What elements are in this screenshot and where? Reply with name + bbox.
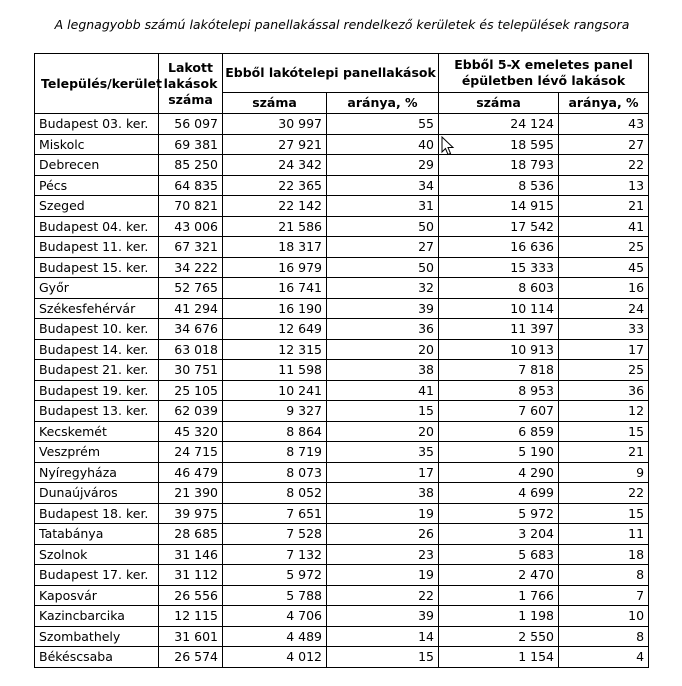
- cell-5x-share: 41: [559, 216, 649, 237]
- table-row: [35, 339, 649, 360]
- cell-panel-count: 5 972: [223, 565, 327, 586]
- table-row: [35, 360, 649, 381]
- cell-5x-share: 21: [559, 442, 649, 463]
- cell-panel-share: 22: [327, 585, 439, 606]
- cell-inhabited: 64 835: [159, 175, 223, 196]
- cell-panel-count: 21 586: [223, 216, 327, 237]
- cell-panel-share: 35: [327, 442, 439, 463]
- header-panel-count: száma: [223, 93, 327, 114]
- header-5x-count: száma: [439, 93, 559, 114]
- cell-inhabited: 30 751: [159, 360, 223, 381]
- cell-5x-count: 8 536: [439, 175, 559, 196]
- cell-5x-share: 25: [559, 237, 649, 258]
- cell-name: Szombathely: [35, 626, 159, 647]
- cell-inhabited: 28 685: [159, 524, 223, 545]
- cell-5x-share: 17: [559, 339, 649, 360]
- cell-panel-share: 19: [327, 565, 439, 586]
- cell-5x-count: 24 124: [439, 114, 559, 135]
- cell-panel-count: 22 365: [223, 175, 327, 196]
- cell-name: Kaposvár: [35, 585, 159, 606]
- table-row: [35, 442, 649, 463]
- cell-5x-count: 4 290: [439, 462, 559, 483]
- cell-5x-count: 3 204: [439, 524, 559, 545]
- table-row: [35, 175, 649, 196]
- table-row: [35, 134, 649, 155]
- cell-inhabited: 31 601: [159, 626, 223, 647]
- table-row: [35, 462, 649, 483]
- cell-inhabited: 56 097: [159, 114, 223, 135]
- cell-inhabited: 43 006: [159, 216, 223, 237]
- cell-name: Budapest 11. ker.: [35, 237, 159, 258]
- cell-panel-share: 31: [327, 196, 439, 217]
- table-row: [35, 278, 649, 299]
- header-inhabited: Lakott lakások száma: [159, 54, 223, 114]
- cell-5x-count: 7 607: [439, 401, 559, 422]
- cell-inhabited: 26 556: [159, 585, 223, 606]
- table-row: [35, 544, 649, 565]
- cell-panel-count: 9 327: [223, 401, 327, 422]
- header-group-panel: Ebből lakótelepi panellakások: [223, 54, 439, 93]
- cell-inhabited: 21 390: [159, 483, 223, 504]
- document-title: A legnagyobb számú lakótelepi panellakással rendelkező kerületek és települések rangsora: [54, 17, 630, 32]
- cell-panel-share: 23: [327, 544, 439, 565]
- cell-panel-count: 30 997: [223, 114, 327, 135]
- cell-panel-count: 18 317: [223, 237, 327, 258]
- cell-5x-count: 11 397: [439, 319, 559, 340]
- cell-5x-count: 17 542: [439, 216, 559, 237]
- cell-panel-share: 55: [327, 114, 439, 135]
- cell-5x-share: 13: [559, 175, 649, 196]
- cell-name: Budapest 17. ker.: [35, 565, 159, 586]
- cell-panel-count: 5 788: [223, 585, 327, 606]
- cell-name: Kazincbarcika: [35, 606, 159, 627]
- cell-5x-share: 8: [559, 565, 649, 586]
- cell-panel-share: 38: [327, 360, 439, 381]
- cell-inhabited: 41 294: [159, 298, 223, 319]
- cell-name: Budapest 03. ker.: [35, 114, 159, 135]
- cell-inhabited: 70 821: [159, 196, 223, 217]
- cell-panel-count: 16 190: [223, 298, 327, 319]
- cell-inhabited: 63 018: [159, 339, 223, 360]
- cell-panel-share: 41: [327, 380, 439, 401]
- cell-5x-share: 16: [559, 278, 649, 299]
- table-row: [35, 401, 649, 422]
- mouse-pointer-icon: [441, 136, 455, 156]
- cell-panel-share: 32: [327, 278, 439, 299]
- cell-5x-count: 1 198: [439, 606, 559, 627]
- cell-inhabited: 26 574: [159, 647, 223, 668]
- cell-5x-share: 10: [559, 606, 649, 627]
- cell-inhabited: 31 112: [159, 565, 223, 586]
- cell-panel-share: 15: [327, 647, 439, 668]
- table-row: [35, 606, 649, 627]
- cell-panel-share: 26: [327, 524, 439, 545]
- cell-panel-share: 29: [327, 155, 439, 176]
- cell-inhabited: 12 115: [159, 606, 223, 627]
- cell-name: Budapest 18. ker.: [35, 503, 159, 524]
- cell-inhabited: 31 146: [159, 544, 223, 565]
- header-5x-share: aránya, %: [559, 93, 649, 114]
- cell-5x-count: 8 603: [439, 278, 559, 299]
- cell-5x-count: 2 470: [439, 565, 559, 586]
- cell-panel-count: 10 241: [223, 380, 327, 401]
- cell-5x-count: 6 859: [439, 421, 559, 442]
- cell-panel-share: 34: [327, 175, 439, 196]
- cell-5x-share: 7: [559, 585, 649, 606]
- cell-5x-count: 18 793: [439, 155, 559, 176]
- cell-inhabited: 34 676: [159, 319, 223, 340]
- table-row: [35, 155, 649, 176]
- cell-name: Pécs: [35, 175, 159, 196]
- cell-panel-share: 14: [327, 626, 439, 647]
- cell-panel-count: 12 649: [223, 319, 327, 340]
- cell-name: Budapest 14. ker.: [35, 339, 159, 360]
- cell-5x-share: 22: [559, 155, 649, 176]
- cell-5x-count: 15 333: [439, 257, 559, 278]
- cell-5x-share: 36: [559, 380, 649, 401]
- cell-panel-count: 11 598: [223, 360, 327, 381]
- cell-panel-count: 7 528: [223, 524, 327, 545]
- cell-panel-count: 8 719: [223, 442, 327, 463]
- cell-5x-share: 4: [559, 647, 649, 668]
- cell-inhabited: 45 320: [159, 421, 223, 442]
- cell-name: Budapest 04. ker.: [35, 216, 159, 237]
- cell-5x-share: 27: [559, 134, 649, 155]
- cell-inhabited: 67 321: [159, 237, 223, 258]
- cell-name: Debrecen: [35, 155, 159, 176]
- cell-name: Budapest 10. ker.: [35, 319, 159, 340]
- cell-5x-count: 10 913: [439, 339, 559, 360]
- cell-panel-share: 39: [327, 606, 439, 627]
- cell-panel-count: 16 979: [223, 257, 327, 278]
- cell-panel-count: 16 741: [223, 278, 327, 299]
- cell-name: Dunaújváros: [35, 483, 159, 504]
- cell-name: Szeged: [35, 196, 159, 217]
- cell-5x-share: 8: [559, 626, 649, 647]
- cell-inhabited: 46 479: [159, 462, 223, 483]
- header-group-5x: Ebből 5-X emeletes panel épületben lévő lakások: [439, 54, 649, 93]
- cell-inhabited: 52 765: [159, 278, 223, 299]
- header-panel-share: aránya, %: [327, 93, 439, 114]
- ranking-table: [34, 53, 649, 668]
- table-body: [35, 114, 649, 668]
- cell-name: Nyíregyháza: [35, 462, 159, 483]
- cell-panel-count: 27 921: [223, 134, 327, 155]
- cell-inhabited: 39 975: [159, 503, 223, 524]
- cell-5x-share: 15: [559, 503, 649, 524]
- cell-panel-count: 12 315: [223, 339, 327, 360]
- cell-panel-count: 8 073: [223, 462, 327, 483]
- cell-name: Kecskemét: [35, 421, 159, 442]
- cell-inhabited: 25 105: [159, 380, 223, 401]
- table-row: [35, 421, 649, 442]
- table-row: [35, 114, 649, 135]
- cell-name: Budapest 13. ker.: [35, 401, 159, 422]
- cell-5x-count: 7 818: [439, 360, 559, 381]
- table-row: [35, 257, 649, 278]
- cell-5x-count: 1 766: [439, 585, 559, 606]
- table-row: [35, 237, 649, 258]
- cell-5x-count: 14 915: [439, 196, 559, 217]
- cell-name: Szolnok: [35, 544, 159, 565]
- table-row: [35, 196, 649, 217]
- cell-inhabited: 34 222: [159, 257, 223, 278]
- cell-5x-count: 5 683: [439, 544, 559, 565]
- cell-panel-count: 24 342: [223, 155, 327, 176]
- table-row: [35, 565, 649, 586]
- cell-panel-share: 20: [327, 421, 439, 442]
- cell-panel-count: 7 651: [223, 503, 327, 524]
- cell-5x-share: 25: [559, 360, 649, 381]
- cell-panel-share: 40: [327, 134, 439, 155]
- table-row: [35, 647, 649, 668]
- cell-name: Székesfehérvár: [35, 298, 159, 319]
- table-row: [35, 503, 649, 524]
- cell-panel-share: 15: [327, 401, 439, 422]
- cell-5x-share: 12: [559, 401, 649, 422]
- cell-name: Miskolc: [35, 134, 159, 155]
- cell-5x-share: 45: [559, 257, 649, 278]
- cell-name: Budapest 15. ker.: [35, 257, 159, 278]
- cell-5x-count: 5 190: [439, 442, 559, 463]
- cell-name: Tatabánya: [35, 524, 159, 545]
- header-place: Település/kerület: [35, 54, 159, 114]
- cell-panel-count: 8 864: [223, 421, 327, 442]
- cell-panel-count: 4 012: [223, 647, 327, 668]
- cell-5x-count: 16 636: [439, 237, 559, 258]
- cell-5x-count: 18 595: [439, 134, 559, 155]
- table-row: [35, 626, 649, 647]
- cell-5x-share: 22: [559, 483, 649, 504]
- table-row: [35, 216, 649, 237]
- cell-name: Győr: [35, 278, 159, 299]
- cell-panel-share: 27: [327, 237, 439, 258]
- table-row: [35, 319, 649, 340]
- cell-5x-count: 2 550: [439, 626, 559, 647]
- cell-5x-count: 1 154: [439, 647, 559, 668]
- cell-panel-count: 4 489: [223, 626, 327, 647]
- cell-panel-share: 20: [327, 339, 439, 360]
- cell-panel-share: 36: [327, 319, 439, 340]
- cell-inhabited: 69 381: [159, 134, 223, 155]
- cell-5x-share: 33: [559, 319, 649, 340]
- table-row: [35, 380, 649, 401]
- cell-5x-share: 15: [559, 421, 649, 442]
- cell-5x-share: 11: [559, 524, 649, 545]
- cell-panel-share: 39: [327, 298, 439, 319]
- cell-panel-count: 22 142: [223, 196, 327, 217]
- cell-name: Budapest 21. ker.: [35, 360, 159, 381]
- table-row: [35, 298, 649, 319]
- cell-panel-share: 17: [327, 462, 439, 483]
- table-row: [35, 483, 649, 504]
- cell-5x-share: 18: [559, 544, 649, 565]
- cell-panel-share: 38: [327, 483, 439, 504]
- cell-panel-count: 4 706: [223, 606, 327, 627]
- cell-5x-share: 43: [559, 114, 649, 135]
- cell-5x-count: 8 953: [439, 380, 559, 401]
- cell-panel-share: 19: [327, 503, 439, 524]
- cell-5x-share: 21: [559, 196, 649, 217]
- cell-inhabited: 62 039: [159, 401, 223, 422]
- cell-5x-share: 9: [559, 462, 649, 483]
- cell-5x-count: 10 114: [439, 298, 559, 319]
- cell-panel-share: 50: [327, 216, 439, 237]
- cell-panel-count: 7 132: [223, 544, 327, 565]
- table-row: [35, 585, 649, 606]
- cell-5x-count: 4 699: [439, 483, 559, 504]
- table-row: [35, 524, 649, 545]
- cell-5x-count: 5 972: [439, 503, 559, 524]
- cell-inhabited: 24 715: [159, 442, 223, 463]
- cell-name: Veszprém: [35, 442, 159, 463]
- cell-inhabited: 85 250: [159, 155, 223, 176]
- cell-panel-count: 8 052: [223, 483, 327, 504]
- cell-name: Budapest 19. ker.: [35, 380, 159, 401]
- cell-panel-share: 50: [327, 257, 439, 278]
- cell-5x-share: 24: [559, 298, 649, 319]
- cell-name: Békéscsaba: [35, 647, 159, 668]
